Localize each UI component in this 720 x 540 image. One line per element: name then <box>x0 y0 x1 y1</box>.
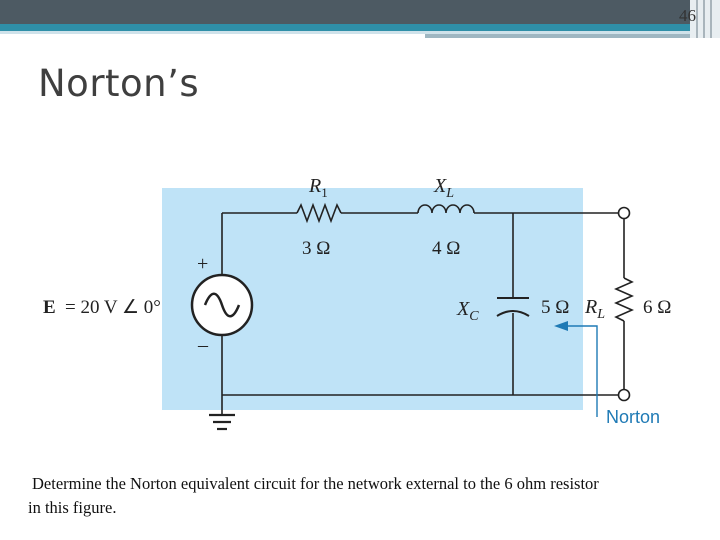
norton-label: Norton <box>606 407 661 427</box>
source-plus: + <box>197 253 209 275</box>
xc-sub: C <box>469 309 479 324</box>
r1-sub: 1 <box>321 185 328 200</box>
problem-line-2: in this figure. <box>28 498 117 517</box>
top-decorative-band <box>0 0 720 38</box>
rl-sub: L <box>597 307 606 322</box>
slide-number: 46 <box>679 6 696 25</box>
xl-name: X <box>434 175 447 197</box>
problem-line-1: Determine the Norton equivalent circuit for the network external to the 6 ohm resistor <box>32 474 599 493</box>
svg-text:R1 <box>308 175 328 200</box>
xl-sub: L <box>446 186 455 201</box>
terminal-bottom <box>619 390 630 401</box>
slide-title: Norton’s <box>38 62 200 105</box>
source-minus: – <box>198 334 208 356</box>
terminal-top <box>619 208 630 219</box>
xl-value: 4 Ω <box>432 238 461 259</box>
rl-value: 6 Ω <box>643 297 672 318</box>
problem-statement <box>28 472 718 520</box>
circuit-diagram <box>0 160 720 440</box>
rl-name: R <box>585 296 598 318</box>
xc-name: X <box>457 298 470 320</box>
r1-name: R <box>309 175 322 197</box>
source-label: E <box>43 297 56 318</box>
xc-value: 5 Ω <box>541 297 570 318</box>
r1-value: 3 Ω <box>302 238 331 259</box>
svg-text:RL <box>584 296 605 322</box>
resistor-rl-symbol <box>616 278 632 321</box>
source-value: = 20 V ∠ 0° <box>65 297 161 318</box>
